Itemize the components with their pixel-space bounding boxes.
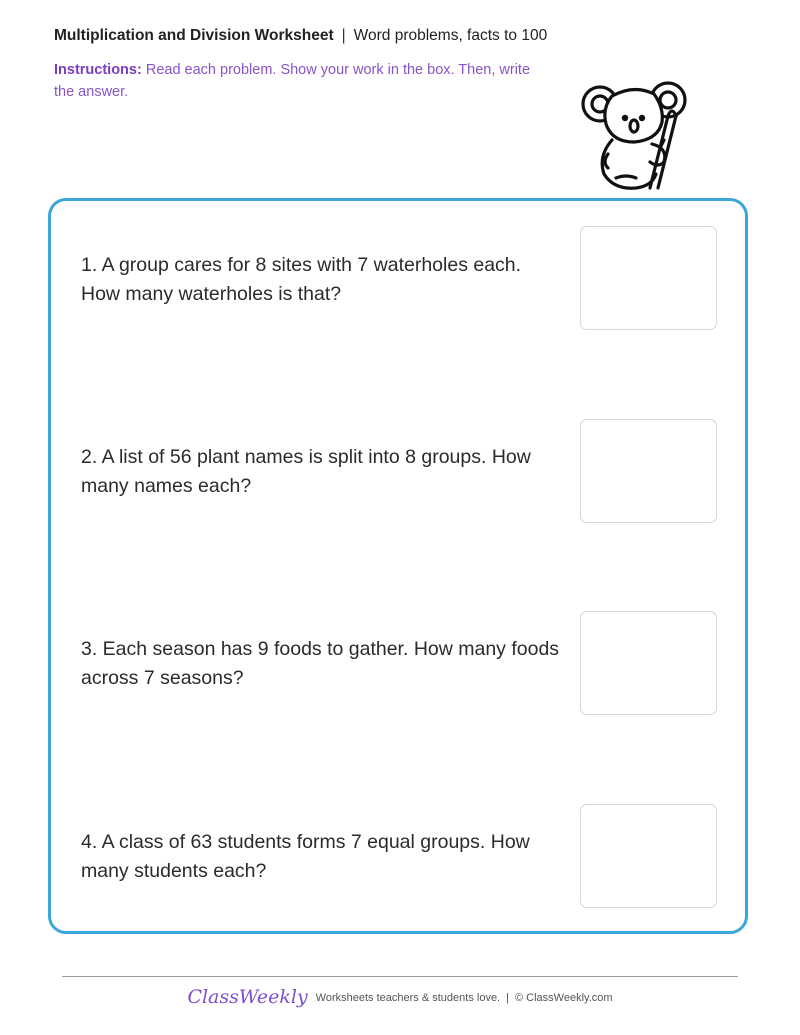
footer-divider: [62, 976, 738, 977]
title-separator: |: [341, 27, 346, 44]
answer-box-3[interactable]: [580, 611, 717, 715]
answer-box-4[interactable]: [580, 804, 717, 908]
answer-box-2[interactable]: [580, 419, 717, 523]
instructions-label: Instructions:: [54, 62, 142, 78]
problem-1: 1. A group cares for 8 sites with 7 waterholes each. How many waterholes is that?: [81, 254, 522, 305]
problem-4: 4. A class of 63 students forms 7 equal groups. How many students each?: [81, 831, 530, 882]
page-subtitle: Word problems, facts to 100: [353, 27, 548, 44]
brand-logo: ClassWeekly: [187, 986, 308, 1008]
worksheet-header: [54, 27, 547, 45]
footer-separator: |: [506, 992, 509, 1004]
footer: [0, 986, 800, 1008]
footer-tagline: Worksheets teachers & students love.: [315, 992, 501, 1004]
footer-copyright: © ClassWeekly.com: [514, 992, 613, 1004]
instructions: [54, 59, 534, 103]
koala-icon: [578, 78, 694, 194]
instructions-text: Read each problem. Show your work in the box. Then, write the answer.: [54, 62, 531, 100]
page-title: Multiplication and Division Worksheet: [54, 27, 334, 44]
problem-3: 3. Each season has 9 foods to gather. How many foods across 7 seasons?: [81, 638, 560, 689]
answer-box-1[interactable]: [580, 226, 717, 330]
problem-2: 2. A list of 56 plant names is split into 8 groups. How many names each?: [81, 446, 531, 497]
